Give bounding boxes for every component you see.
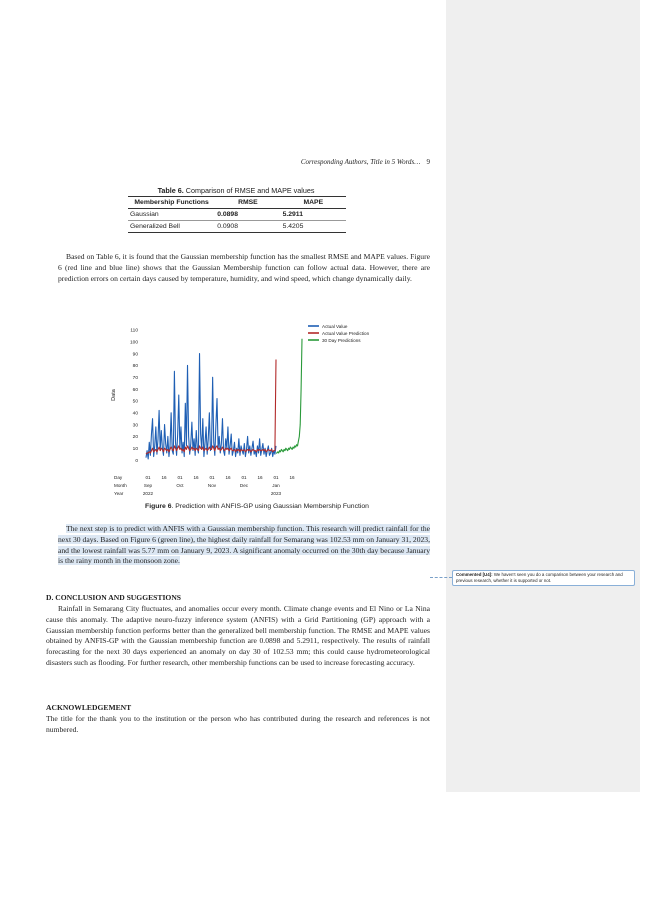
table-cell: 5.2911 — [281, 209, 346, 221]
legend-entry: Actual Value — [322, 323, 348, 329]
y-tick-label: 80 — [132, 364, 138, 370]
y-tick-label: 20 — [132, 435, 138, 441]
table-caption-text: Comparison of RMSE and MAPE values — [183, 186, 315, 195]
section-heading-acknowledgement: ACKNOWLEDGEMENT — [46, 703, 132, 712]
x-month-tick: Nov — [207, 483, 217, 488]
table-header-cell: RMSE — [215, 197, 280, 209]
x-day-tick: 01 — [241, 475, 247, 480]
x-year-tick: 2022 — [142, 491, 154, 496]
x-day-tick: 16 — [289, 475, 295, 480]
section-heading-conclusion: D. CONCLUSION AND SUGGESTIONS — [46, 593, 182, 602]
table-cell: Generalized Bell — [128, 221, 215, 233]
comments-pane — [446, 0, 640, 792]
x-month-tick: Oct — [176, 483, 184, 488]
x-day-tick: 01 — [145, 475, 151, 480]
table-row — [128, 221, 346, 233]
y-tick-label: 110 — [130, 328, 138, 334]
comment-connector — [430, 577, 452, 579]
x-month-tick: Sep — [143, 483, 153, 488]
y-tick-label: 30 — [132, 423, 138, 429]
table-header-cell: MAPE — [281, 197, 346, 209]
y-tick-label: 50 — [132, 399, 138, 405]
x-month-tick: Jan — [272, 483, 280, 488]
commented-text-highlight[interactable]: The next step is to predict with ANFIS with a Gaussian membership function. This research will predict rainfall for the next 30 days. Based on Figure 6 (green line), the highest daily rainfall for Semarang was 102.53 mm on January 31, 2023, and the lowest rainfall was 5.77 mm on January 9, 2023. A significant anomaly occurred on the 30th day because January is the rainy month in the monsoon zone. — [58, 524, 430, 566]
comment-balloon[interactable] — [452, 570, 635, 586]
table-cell: 5.4205 — [281, 221, 346, 233]
legend-entry: 30 Day Predictions — [322, 337, 361, 343]
x-day-tick: 01 — [209, 475, 215, 480]
y-tick-label: 100 — [129, 340, 138, 346]
conclusion-paragraph: Rainfall in Semarang City fluctuates, and anomalies occur every month. Climate change events and El Nino or La Nina cause this anomaly. The adaptive neuro-fuzzy inference system (ANFIS) with a Grid Partitioning (GP) approach with a Gaussian membership function performs better than the generalized bell membership function. The RMSE and MAPE values obtained by ANFIS-GP with the Gaussian membership function are 0.0898 and 5.2911, respectively. The results of rainfall forecasting for the next 30 days experienced an anomaly on day 30 of 102.53 mm; this could cause hydrometeorological disasters such as flooding. For further research, other membership functions can be used to increase forecasting accuracy. — [46, 604, 430, 667]
legend-entry: Actual Value Prediction — [322, 330, 370, 336]
acknowledgement-paragraph: The title for the thank you to the institution or the person who has contributed during the research and references is not numbered. — [46, 714, 430, 734]
results-paragraph: Based on Table 6, it is found that the Gaussian membership function has the smallest RMSE and MAPE values. Figure 6 (red line and blue line) shows that the Gaussian Membership function can follow actual data. However, there are prediction errors on certain days caused by temperature, humidity, and wind speed, which change dynamically daily. — [58, 252, 430, 283]
y-tick-label: 70 — [132, 376, 138, 382]
x-day-tick: 01 — [177, 475, 183, 480]
figure-caption — [112, 503, 402, 510]
comment-label: Commented [U4]: — [456, 572, 493, 577]
y-tick-label: 60 — [132, 387, 138, 393]
series-line-30-day-predictions — [276, 339, 302, 454]
table-row — [128, 209, 346, 221]
page-number: 9 — [426, 158, 430, 166]
comment-text: We haven't seen you do a comparison between your research and previous research, whether it is supported or not. — [456, 572, 623, 583]
comparison-table — [128, 196, 346, 233]
running-title: Corresponding Authors, Title in 5 Words… — [300, 158, 421, 166]
series-line-actual-value — [146, 354, 276, 459]
table-caption — [126, 186, 346, 195]
y-axis-label: Data — [111, 389, 117, 401]
table-cell: 0.0908 — [215, 221, 280, 233]
figure-caption-text: . Prediction with ANFIS-GP using Gaussian Membership Function — [171, 503, 369, 510]
figure-caption-label: Figure 6 — [145, 503, 172, 510]
y-tick-label: 0 — [135, 458, 138, 464]
x-month-tick: Dec — [239, 483, 249, 488]
table-cell: Gaussian — [128, 209, 215, 221]
x-day-tick: 16 — [257, 475, 263, 480]
x-month-label: Month — [114, 483, 127, 488]
x-day-tick: 01 — [273, 475, 279, 480]
prediction-paragraph — [58, 524, 430, 567]
y-tick-label: 10 — [132, 447, 138, 453]
y-tick-label: 40 — [132, 411, 138, 417]
x-day-tick: 16 — [225, 475, 231, 480]
table-caption-label: Table 6. — [157, 186, 184, 195]
x-day-tick: 16 — [161, 475, 167, 480]
prediction-chart — [110, 314, 400, 498]
y-tick-label: 90 — [132, 352, 138, 358]
running-header — [262, 158, 430, 166]
x-day-tick: 16 — [193, 475, 199, 480]
table-header-cell: Membership Functions — [128, 197, 215, 209]
x-day-label: Day — [114, 475, 123, 480]
x-year-label: Year — [114, 491, 124, 496]
x-year-tick: 2023 — [270, 491, 282, 496]
table-cell: 0.0898 — [215, 209, 280, 221]
